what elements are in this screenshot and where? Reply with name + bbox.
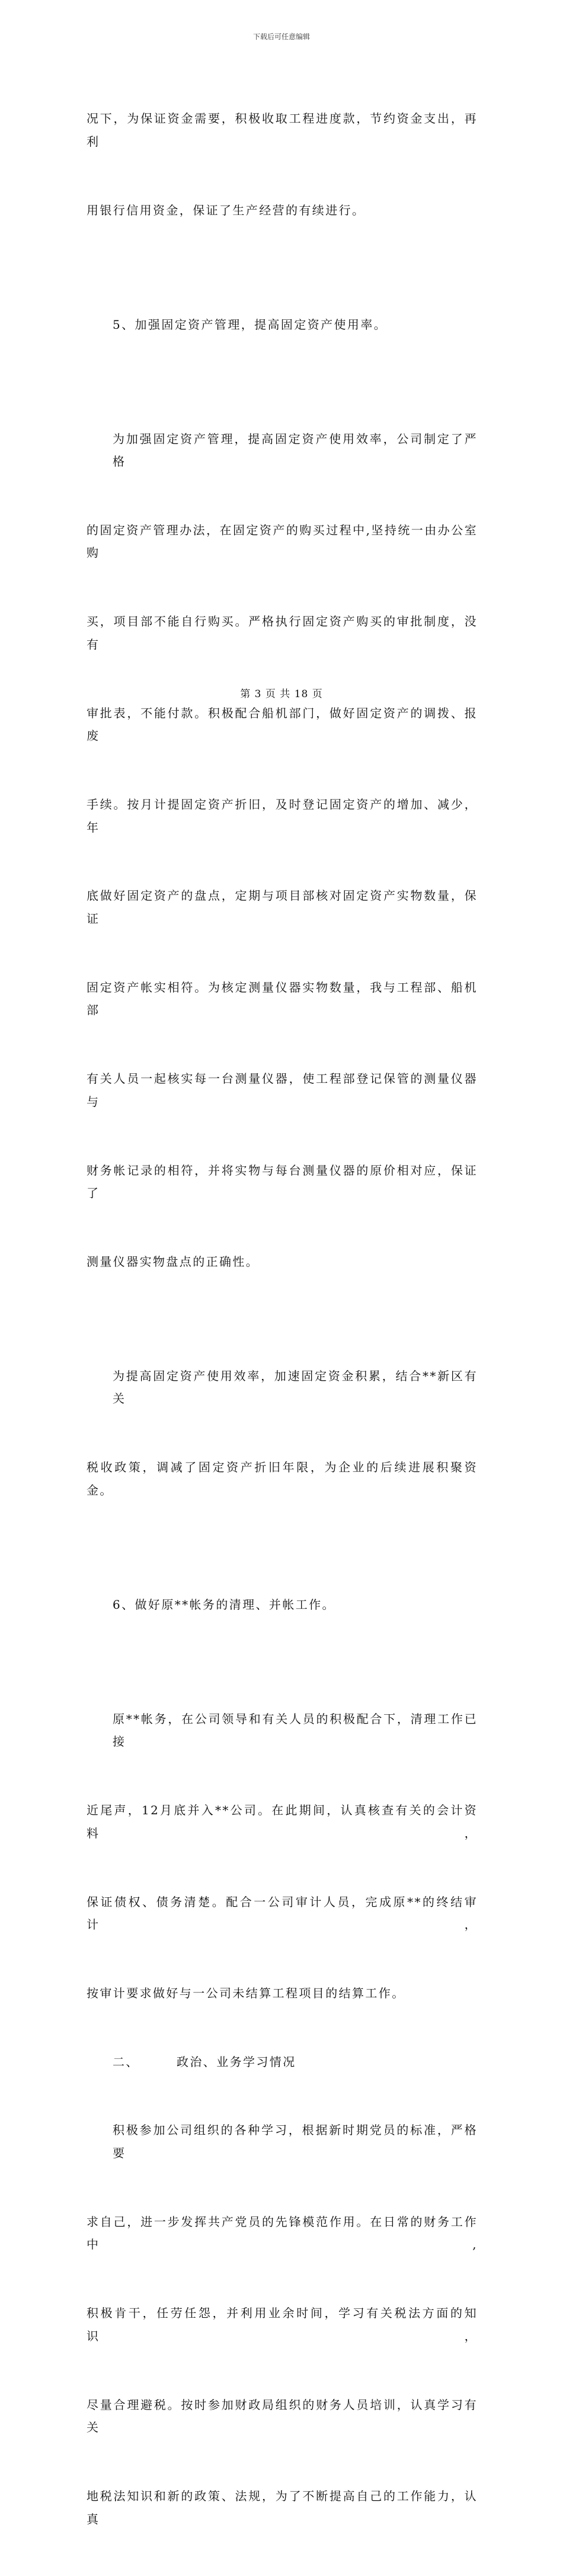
paragraph-depreciation	[87, 1319, 478, 1548]
paragraph-account-merge	[87, 1662, 478, 2051]
text-line: 用银行信用资金，保证了生产经营的有续进行。	[87, 203, 366, 217]
section-number: 二、	[113, 2054, 139, 2069]
text-line: 财务帐记录的相符，并将实物与每台测量仪器的原价相对应，保证了	[87, 1163, 478, 1201]
text-line: 的固定资产管理办法，在固定资产的购买过程中,坚持统一由办公室购	[87, 522, 478, 560]
section-heading-2	[87, 2051, 478, 2074]
text-line: 积极肯干，任劳任怨，并利用业余时间，学习有关税法方面的知识，	[87, 2306, 478, 2343]
section-title: 政治、业务学习情况	[177, 2054, 296, 2069]
text-line: 为提高固定资产使用效率，加速固定资金积累，结合**新区有关	[113, 1368, 478, 1406]
text-line: 固定资产帐实相符。为核定测量仪器实物数量，我与工程部、船机部	[87, 980, 478, 1018]
text-line: 5、加强固定资产管理，提高固定资产使用率。	[113, 317, 388, 332]
paragraph-continuation	[87, 62, 478, 267]
text-line: 近尾声，12月底并入**公司。在此期间，认真核查有关的会计资料，	[87, 1803, 478, 1840]
text-line: 买，项目部不能自行购买。严格执行固定资产购买的审批制度，没有	[87, 614, 478, 652]
subheading-6	[87, 1548, 478, 1662]
paragraph-fixed-assets	[87, 381, 478, 1319]
text-line: 保证债权、债务清楚。配合一公司审计人员，完成原**的终结审计，	[87, 1894, 478, 1932]
document-body	[87, 62, 478, 2576]
text-line: 有关人员一起核实每一台测量仪器，使工程部登记保管的测量仪器与	[87, 1072, 478, 1109]
text-line: 原**帐务，在公司领导和有关人员的积极配合下，清理工作已接	[113, 1711, 478, 1749]
text-line: 地税法知识和新的政策、法规，为了不断提高自己的工作能力，认真	[87, 2488, 478, 2526]
text-line: 底做好固定资产的盘点，定期与项目部核对固定资产实物数量，保证	[87, 888, 478, 926]
text-line: 尽量合理避税。按时参加财政局组织的财务人员培训，认真学习有关	[87, 2397, 478, 2435]
text-line: 测量仪器实物盘点的正确性。	[87, 1254, 260, 1269]
text-line: 税收政策，调减了固定资产折旧年限，为企业的后续进展积聚资金。	[87, 1460, 478, 1497]
subheading-5	[87, 267, 478, 381]
text-line: 6、做好原**帐务的清理、并帐工作。	[113, 1597, 335, 1612]
text-line: 审批表，不能付款。积极配合船机部门，做好固定资产的调拨、报废	[87, 705, 478, 743]
text-line: 按审计要求做好与一公司未结算工程项目的结算工作。	[87, 1985, 405, 2000]
text-line: 求自己，进一步发挥共产党员的先锋模范作用。在日常的财务工作中,	[87, 2214, 478, 2252]
text-line: 积极参加公司组织的各种学习，根据新时期党员的标准，严格要	[113, 2123, 478, 2161]
paragraph-study	[87, 2073, 478, 2576]
text-line: 况下，为保证资金需要，积极收取工程进度款，节约资金支出，再利	[87, 111, 478, 149]
text-line: 为加强固定资产管理，提高固定资产使用效率，公司制定了严格	[113, 431, 478, 469]
header-note: 下载后可任意编辑	[252, 33, 310, 41]
page-footer: 第 3 页 共 18 页	[240, 688, 323, 700]
text-line: 手续。按月计提固定资产折旧，及时登记固定资产的增加、减少，年	[87, 797, 478, 835]
